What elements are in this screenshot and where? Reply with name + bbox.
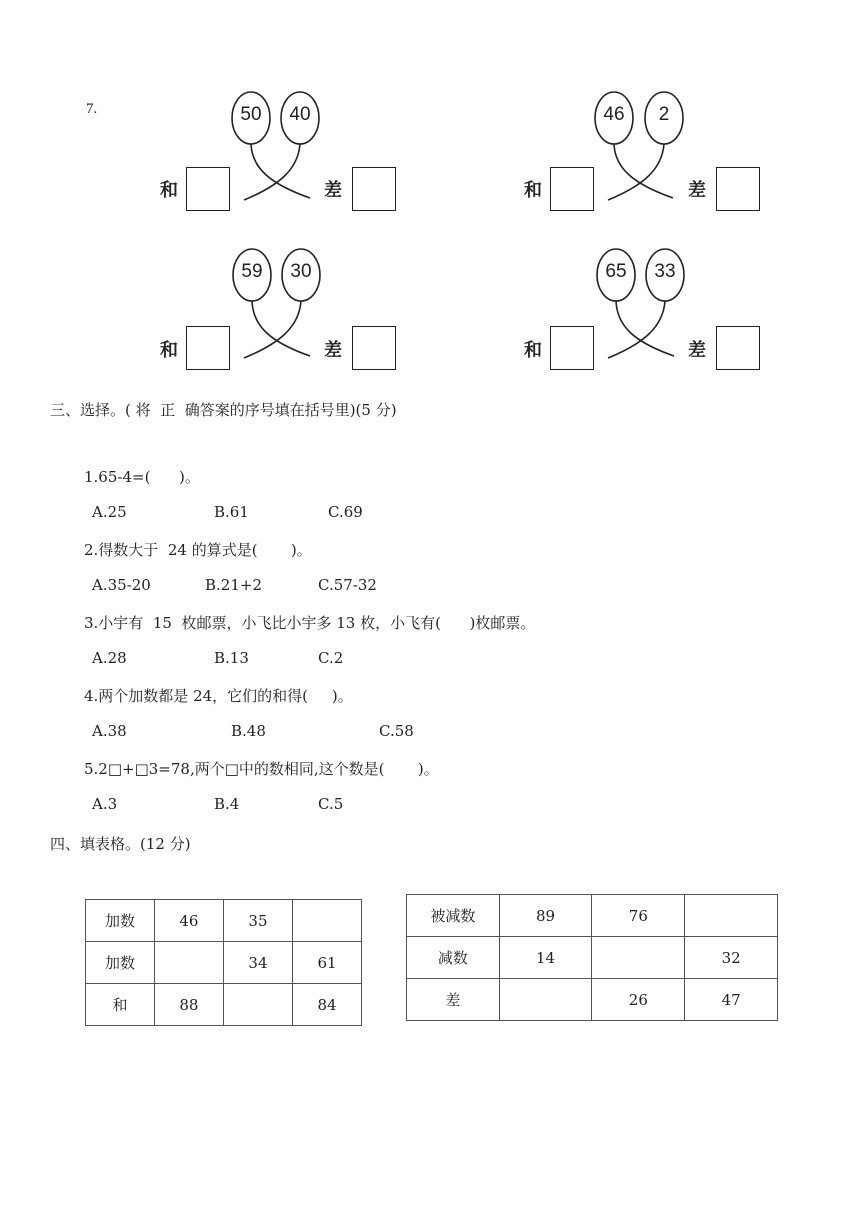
sum-difference-diagram [160,88,420,228]
option-c[interactable]: C.2 [318,649,344,667]
table-cell: 减数 [407,937,500,979]
table-cell: 被减数 [407,895,500,937]
option-a[interactable]: A.38 [92,722,127,740]
sum-difference-diagram [524,88,784,228]
question-text: 3.小宇有 15 枚邮票，小飞比小宇多 13 枚，小飞有( )枚邮票。 [84,614,536,632]
table-cell[interactable] [292,900,361,942]
sum-answer-box[interactable] [186,167,230,211]
option-b[interactable]: B.4 [214,795,240,813]
addition-table [85,899,362,1026]
question-text: 4.两个加数都是 24，它们的和得( )。 [84,687,353,705]
option-a[interactable]: A.35-20 [92,576,151,594]
balloon-number-b: 30 [290,261,312,282]
option-c[interactable]: C.57-32 [318,576,377,594]
question-text: 2.得数大于 24 的算式是( )。 [84,541,312,559]
section-4-title: 四、填表格。(12 分) [50,835,191,853]
table-row [407,979,778,1021]
option-a[interactable]: A.28 [92,649,127,667]
option-b[interactable]: B.13 [214,649,249,667]
table-row [86,900,362,942]
sum-label: 和 [160,180,178,201]
question-7-number: 7. [86,101,98,117]
balloon-number-b: 2 [658,104,670,125]
table-cell: 和 [86,984,155,1026]
difference-answer-box[interactable] [352,326,396,370]
option-a[interactable]: A.3 [92,795,118,813]
table-cell[interactable]: 46 [154,900,223,942]
table-cell: 加数 [86,900,155,942]
table-cell[interactable]: 61 [292,942,361,984]
table-cell[interactable] [223,984,292,1026]
difference-label: 差 [688,180,706,201]
difference-answer-box[interactable] [352,167,396,211]
option-b[interactable]: B.61 [214,503,249,521]
section-3-title: 三、选择。( 将 正 确答案的序号填在括号里)(5 分) [50,401,397,419]
sum-difference-diagram [524,246,784,386]
table-cell[interactable] [499,979,592,1021]
table-cell[interactable] [154,942,223,984]
table-cell[interactable]: 34 [223,942,292,984]
option-c[interactable]: C.69 [328,503,363,521]
table-cell[interactable]: 76 [592,895,685,937]
table-row [86,984,362,1026]
balloon-number-a: 50 [240,104,262,125]
difference-label: 差 [324,180,342,201]
question-text: 1.65-4=( )。 [84,468,200,486]
sum-answer-box[interactable] [550,326,594,370]
balloon-number-a: 65 [605,261,627,282]
sum-label: 和 [160,340,178,361]
table-cell[interactable]: 32 [685,937,778,979]
difference-answer-box[interactable] [716,167,760,211]
sum-answer-box[interactable] [550,167,594,211]
sum-answer-box[interactable] [186,326,230,370]
difference-answer-box[interactable] [716,326,760,370]
balloon-number-a: 59 [241,261,263,282]
table-cell[interactable]: 14 [499,937,592,979]
option-a[interactable]: A.25 [92,503,127,521]
table-cell[interactable]: 35 [223,900,292,942]
table-row [407,937,778,979]
table-cell[interactable]: 26 [592,979,685,1021]
option-c[interactable]: C.5 [318,795,344,813]
difference-label: 差 [688,340,706,361]
table-cell[interactable] [592,937,685,979]
balloon-number-b: 40 [289,104,311,125]
table-cell[interactable]: 88 [154,984,223,1026]
table-row [86,942,362,984]
option-b[interactable]: B.21+2 [205,576,262,594]
sum-label: 和 [524,180,542,201]
table-cell: 加数 [86,942,155,984]
question-text: 5.2□+□3=78,两个□中的数相同,这个数是( )。 [84,760,439,778]
balloon-number-b: 33 [654,261,676,282]
option-b[interactable]: B.48 [231,722,266,740]
option-c[interactable]: C.58 [379,722,414,740]
sum-difference-diagram [160,246,420,386]
table-row [407,895,778,937]
table-cell[interactable]: 47 [685,979,778,1021]
balloon-number-a: 46 [603,104,625,125]
table-cell[interactable] [685,895,778,937]
difference-label: 差 [324,340,342,361]
table-cell[interactable]: 84 [292,984,361,1026]
sum-label: 和 [524,340,542,361]
table-cell: 差 [407,979,500,1021]
table-cell[interactable]: 89 [499,895,592,937]
subtraction-table [406,894,778,1021]
